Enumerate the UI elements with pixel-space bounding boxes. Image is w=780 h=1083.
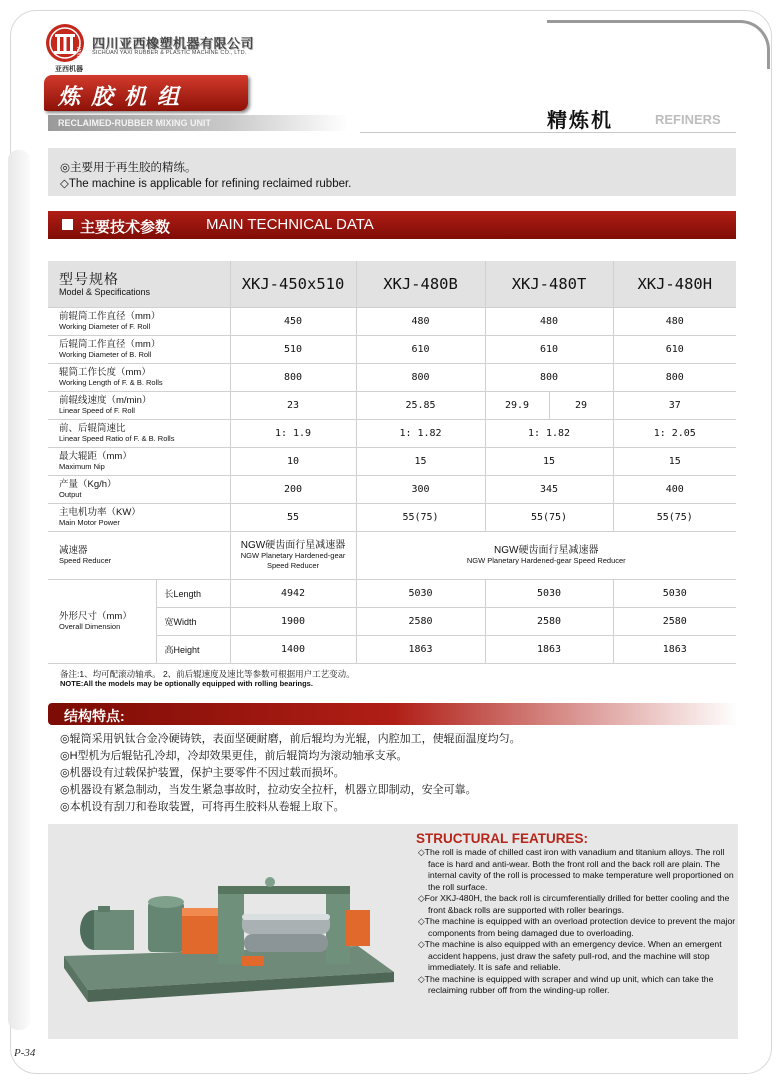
spec-cell: 800 <box>230 364 356 392</box>
spec-cell: 1863 <box>485 636 613 664</box>
dimension-row <box>48 580 736 608</box>
spec-cell: 510 <box>230 336 356 364</box>
company-name-en: SICHUAN YAXI RUBBER & PLASTIC MACHINE CO., LTD. <box>92 50 247 56</box>
spec-cell: 10 <box>230 448 356 476</box>
spec-row <box>48 420 736 448</box>
frame-corner-accent <box>547 20 770 69</box>
page-title-cn: 精炼机 <box>547 110 613 132</box>
spec-cell: 1863 <box>356 636 485 664</box>
spec-row-label: 后辊筒工作直径（mm） Working Diameter of B. Roll <box>48 336 230 364</box>
svg-text:YAXI: YAXI <box>75 46 81 58</box>
feature-item-en: ◇For XKJ-480H, the back roll is circumferentially drilled for better cooling and the front &back rolls are supported with roller bearings. <box>418 893 730 915</box>
spec-cell: 800 <box>356 364 485 392</box>
spec-cell: 345 <box>485 476 613 504</box>
spec-row-label: 减速器 Speed Reducer <box>48 532 230 580</box>
frame-left-edge <box>8 150 30 1030</box>
reducer-cell: NGW硬齿面行星减速器 NGW Planetary Hardened-gear Speed Reducer <box>356 532 736 580</box>
spec-row <box>48 308 736 336</box>
spec-cell: 1900 <box>230 608 356 636</box>
spec-cell: 15 <box>485 448 613 476</box>
spec-cell: 200 <box>230 476 356 504</box>
spec-cell: 480 <box>613 308 736 336</box>
feature-item-en: ◇The machine is also equipped with an emergency device. When an emergent accident happens, just draw the safety pull-rod, and the machine will stop immediately. It is safe and reliable. <box>418 939 722 972</box>
spec-row-label: 产量（Kg/h） Output <box>48 476 230 504</box>
feature-item-cn: ◎机器设有紧急制动，当发生紧急事故时，拉动安全拉杆，机器立即制动，安全可靠。 <box>60 784 477 796</box>
spec-row <box>48 336 736 364</box>
feature-item-cn: ◎本机设有刮刀和卷取装置，可将再生胶料从卷辊上取下。 <box>60 801 345 813</box>
tech-heading-en: MAIN TECHNICAL DATA <box>206 216 374 233</box>
spec-cell: 400 <box>613 476 736 504</box>
logo-subtitle: 亚西机器 <box>55 66 83 73</box>
speed-reducer-row <box>48 532 736 580</box>
spec-cell-split <box>485 392 613 420</box>
spec-cell: 15 <box>356 448 485 476</box>
spec-cell: 2580 <box>485 608 613 636</box>
feature-item-cn: ◎H型机为后辊钻孔冷却，冷却效果更佳，前后辊筒均为滚动轴承支承。 <box>60 750 408 762</box>
spec-cell: 2580 <box>356 608 485 636</box>
spec-header-label: 型号规格 Model & Specifications <box>48 261 230 308</box>
intro-panel <box>48 148 736 196</box>
tech-heading-cn: 主要技术参数 <box>80 219 171 236</box>
spec-cell: 4942 <box>230 580 356 608</box>
spec-cell: 450 <box>230 308 356 336</box>
spec-cell: 29 <box>574 400 588 411</box>
spec-cell: 2580 <box>613 608 736 636</box>
spec-row-label: 辊筒工作长度（mm） Working Length of F. & B. Rolls <box>48 364 230 392</box>
spec-row <box>48 392 736 420</box>
intro-line-en: ◇The machine is applicable for refining reclaimed rubber. <box>60 178 352 190</box>
spec-cell: 55(75) <box>485 504 613 532</box>
feature-item-en: ◇The roll is made of chilled cast iron with vanadium and titanium alloys. The roll face is hard and anti-wear. Both the front roll and the back roll are plain. The internal cavity of the roll is processed to make temperature well proportioned on the roll surface. <box>418 847 734 892</box>
dimension-sub-label: 长Length <box>156 580 230 608</box>
table-notes <box>60 670 355 688</box>
spec-cell: 15 <box>613 448 736 476</box>
dimension-sub-label: 高Height <box>156 636 230 664</box>
square-bullet-icon <box>62 219 73 230</box>
refiner-machine-image <box>58 860 398 1010</box>
spec-cell: 480 <box>356 308 485 336</box>
page-title-en: REFINERS <box>655 112 721 127</box>
spec-row <box>48 476 736 504</box>
model-header: XKJ-450x510 <box>230 261 356 308</box>
spec-cell: 300 <box>356 476 485 504</box>
spec-cell: 37 <box>613 392 736 420</box>
spec-cell: 55(75) <box>613 504 736 532</box>
spec-header-row <box>48 261 736 308</box>
page-number: P-34 <box>14 1047 36 1059</box>
features-heading-cn: 结构特点: <box>64 708 125 724</box>
spec-cell: 5030 <box>485 580 613 608</box>
spec-cell: 55 <box>230 504 356 532</box>
spec-row-label: 前辊线速度（m/min） Linear Speed of F. Roll <box>48 392 230 420</box>
section-title-cn: 炼胶机组 <box>58 84 191 110</box>
company-name-cn: 四川亚西橡塑机器有限公司 <box>92 36 255 51</box>
spec-cell: 1: 2.05 <box>613 420 736 448</box>
spec-cell: 480 <box>485 308 613 336</box>
section-badge <box>44 75 248 111</box>
reducer-cell: NGW硬齿面行星减速器 NGW Planetary Hardened-gear Speed Reducer <box>230 532 356 580</box>
spec-cell: 1: 1.9 <box>230 420 356 448</box>
note-en: NOTE:All the models may be optionally equipped with rolling bearings. <box>60 679 313 688</box>
spec-cell: 610 <box>485 336 613 364</box>
company-logo-icon <box>44 22 86 64</box>
feature-item-en: ◇The machine is equipped with an overload protection device to prevent the major components from being damaged due to overloading. <box>418 916 736 938</box>
spec-row-label: 主电机功率（KW） Main Motor Power <box>48 504 230 532</box>
spec-cell: 610 <box>613 336 736 364</box>
title-divider <box>360 132 736 133</box>
spec-row <box>48 364 736 392</box>
spec-cell: 1: 1.82 <box>356 420 485 448</box>
spec-cell: 29.9 <box>486 392 550 419</box>
model-header: XKJ-480B <box>356 261 485 308</box>
dimension-label: 外形尺寸（mm） Overall Dimension <box>48 580 156 664</box>
structural-features-list <box>418 847 736 997</box>
spec-row-label: 最大辊距（mm） Maximum Nip <box>48 448 230 476</box>
spec-table <box>48 261 736 664</box>
spec-cell: 23 <box>230 392 356 420</box>
spec-cell: 5030 <box>356 580 485 608</box>
feature-item-cn: ◎辊筒采用钒钛合金冷硬铸铁，表面坚硬耐磨，前后辊均为光辊，内腔加工，使辊面温度均匀。 <box>60 733 521 745</box>
spec-cell: 1400 <box>230 636 356 664</box>
spec-row-label: 前、后辊筒速比 Linear Speed Ratio of F. & B. Rolls <box>48 420 230 448</box>
spec-row <box>48 504 736 532</box>
feature-item-en: ◇The machine is equipped with scraper and wind up unit, which can take the reclaiming rubber off from the winding-up roller. <box>418 973 714 995</box>
spec-cell: 800 <box>613 364 736 392</box>
spec-cell: 610 <box>356 336 485 364</box>
features-heading-bar <box>48 703 738 725</box>
tech-data-heading <box>48 211 736 239</box>
section-title-en: RECLAIMED-RUBBER MIXING UNIT <box>48 115 348 131</box>
feature-item-cn: ◎机器设有过载保护装置，保护主要零件不因过载而损坏。 <box>60 767 345 779</box>
model-header: XKJ-480T <box>485 261 613 308</box>
note-cn: 备注:1、均可配滚动轴承。 2、前后辊速度及速比等参数可根据用户工艺变动。 <box>60 669 355 679</box>
spec-cell: 55(75) <box>356 504 485 532</box>
features-list-cn <box>60 731 521 816</box>
spec-cell: 1863 <box>613 636 736 664</box>
model-header: XKJ-480H <box>613 261 736 308</box>
spec-cell: 25.85 <box>356 392 485 420</box>
dimension-sub-label: 宽Width <box>156 608 230 636</box>
spec-cell: 800 <box>485 364 613 392</box>
spec-row <box>48 448 736 476</box>
spec-row-label: 前辊筒工作直径（mm） Working Diameter of F. Roll <box>48 308 230 336</box>
structural-features-title: STRUCTURAL FEATURES: <box>416 831 588 846</box>
spec-cell: 5030 <box>613 580 736 608</box>
intro-line-cn: ◎主要用于再生胶的精练。 <box>60 162 197 174</box>
spec-cell: 1: 1.82 <box>485 420 613 448</box>
